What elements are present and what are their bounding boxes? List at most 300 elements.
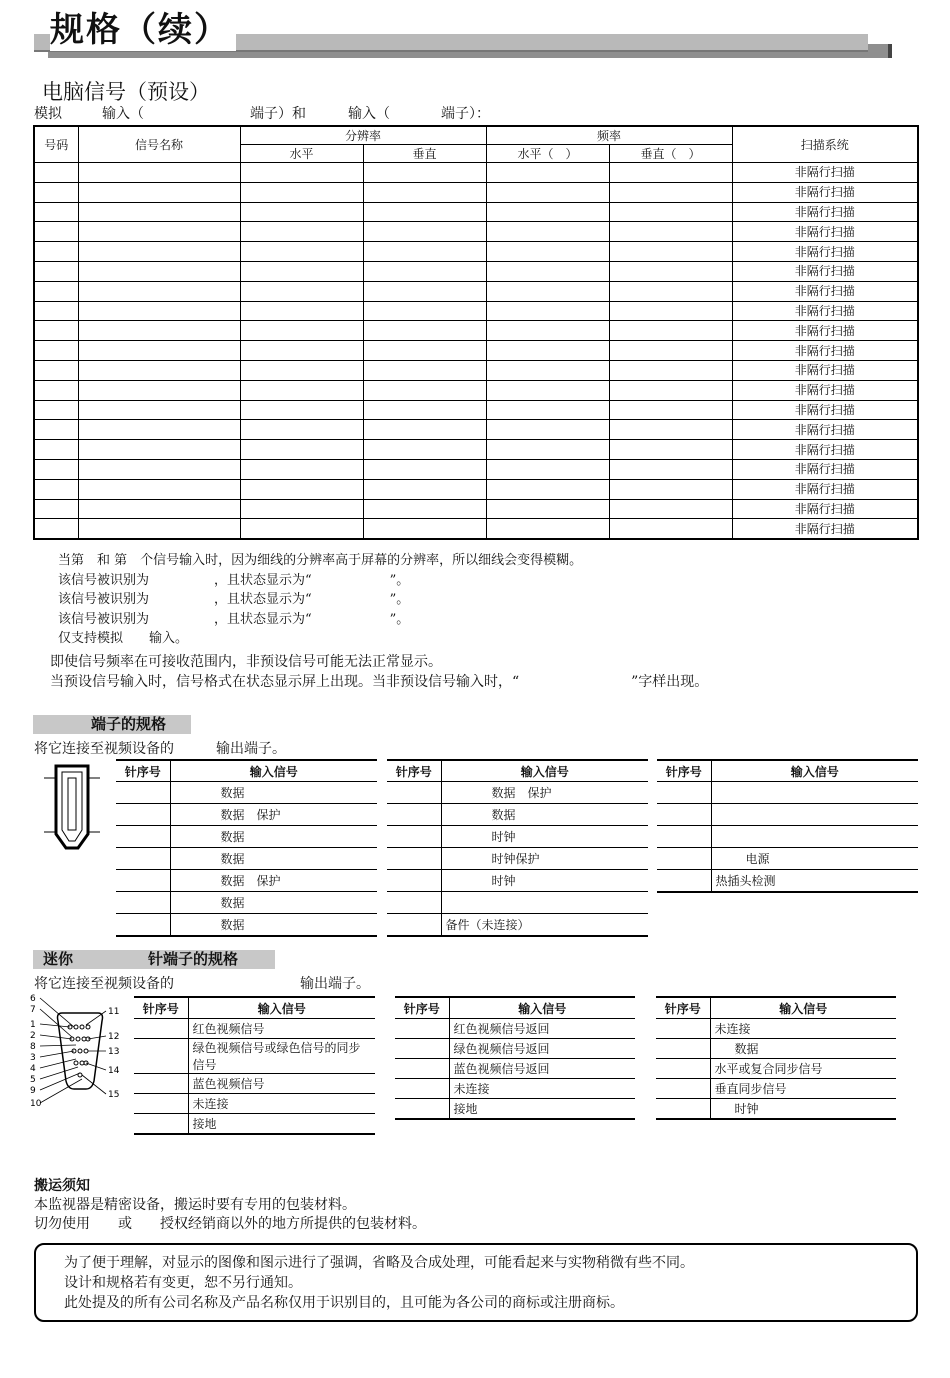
scan-system-cell: 非隔行扫描 bbox=[732, 499, 918, 519]
pin-signal-cell: 数据 保护 bbox=[170, 870, 377, 892]
hdmi-section-title: 端子的规格 bbox=[91, 715, 167, 733]
pin-row bbox=[656, 1099, 896, 1120]
pin-signal-cell: 数据 bbox=[170, 892, 377, 914]
pin-signal-cell: 蓝色视频信号 bbox=[188, 1074, 375, 1094]
pin-signal-cell: 备件（未连接） bbox=[445, 918, 530, 932]
note-3: 该信号被识别为 ，且状态显示为“ ”。 bbox=[58, 592, 410, 607]
pin-number-cell bbox=[657, 782, 711, 804]
signal-cell bbox=[363, 519, 486, 539]
subtitle-part: 模拟 bbox=[34, 106, 62, 122]
signal-cell bbox=[609, 301, 732, 321]
dsub-section-title: 迷你 针端子的规格 bbox=[43, 950, 239, 968]
signal-cell bbox=[34, 341, 78, 361]
pin-row bbox=[657, 782, 918, 804]
signal-cell bbox=[240, 242, 363, 262]
pin-row bbox=[395, 1059, 635, 1079]
signal-row bbox=[34, 440, 918, 460]
dsub-leader-line bbox=[40, 1067, 78, 1079]
pin-signal-cell: 时钟 bbox=[734, 1102, 759, 1116]
signal-cell bbox=[363, 202, 486, 222]
dsub-pin-label: 7 bbox=[30, 1005, 36, 1015]
signal-cell bbox=[34, 479, 78, 499]
dsub-leader-line bbox=[40, 1059, 76, 1068]
signal-cell bbox=[486, 360, 609, 380]
signal-cell bbox=[363, 400, 486, 420]
pin-row bbox=[656, 1039, 896, 1059]
pin-number-cell bbox=[116, 892, 170, 914]
col-header-freq-h: 水平（ ） bbox=[486, 145, 609, 163]
signal-cell bbox=[240, 440, 363, 460]
signal-cell bbox=[78, 519, 240, 539]
col-header-resolution: 分辨率 bbox=[240, 126, 486, 145]
signal-row bbox=[34, 163, 918, 183]
page-title: 规格（续） bbox=[50, 2, 236, 51]
signal-cell bbox=[240, 341, 363, 361]
pin-number-cell bbox=[656, 1099, 710, 1120]
signal-cell bbox=[609, 459, 732, 479]
col-header-freq-v: 垂直（ ） bbox=[609, 145, 732, 163]
signal-cell bbox=[34, 499, 78, 519]
pc-signal-title: 电脑信号（预设） bbox=[42, 80, 210, 104]
scan-system-cell: 非隔行扫描 bbox=[732, 360, 918, 380]
signal-cell bbox=[486, 281, 609, 301]
signal-cell bbox=[78, 440, 240, 460]
pin-number-cell bbox=[387, 892, 441, 914]
signal-cell bbox=[486, 519, 609, 539]
dsub-leader-line bbox=[40, 1045, 76, 1046]
signal-cell bbox=[609, 360, 732, 380]
signal-cell bbox=[34, 182, 78, 202]
signal-cell bbox=[363, 479, 486, 499]
signal-cell bbox=[486, 400, 609, 420]
pin-row bbox=[657, 870, 918, 893]
signal-cell bbox=[363, 499, 486, 519]
signal-cell bbox=[78, 301, 240, 321]
signal-cell bbox=[78, 380, 240, 400]
signal-cell bbox=[486, 341, 609, 361]
pin-row bbox=[657, 826, 918, 848]
col-header-name: 信号名称 bbox=[78, 126, 240, 163]
signal-cell bbox=[78, 400, 240, 420]
dsub-pin-dot bbox=[78, 1049, 82, 1053]
pin-number-cell bbox=[395, 1079, 449, 1099]
scan-system-cell: 非隔行扫描 bbox=[732, 380, 918, 400]
scan-system-cell: 非隔行扫描 bbox=[732, 182, 918, 202]
pc-signal-table-body bbox=[34, 163, 918, 540]
signal-row bbox=[34, 321, 918, 341]
signal-cell bbox=[609, 479, 732, 499]
pin-row bbox=[395, 1099, 635, 1120]
pin-number-cell bbox=[656, 1019, 710, 1039]
signal-cell bbox=[486, 163, 609, 183]
signal-cell bbox=[363, 301, 486, 321]
signal-cell bbox=[78, 360, 240, 380]
signal-row bbox=[34, 281, 918, 301]
dsub-pin-label: 3 bbox=[30, 1053, 36, 1063]
signal-cell bbox=[486, 202, 609, 222]
signal-cell bbox=[34, 400, 78, 420]
signal-cell bbox=[78, 261, 240, 281]
dsub-pin-dot bbox=[76, 1037, 80, 1041]
pin-signal-cell: 时钟 bbox=[441, 870, 648, 892]
pin-number-cell bbox=[134, 1019, 188, 1039]
col-header-pin: 针序号 bbox=[395, 997, 449, 1019]
col-header-pin: 针序号 bbox=[657, 760, 711, 782]
pin-row bbox=[387, 804, 648, 826]
signal-row bbox=[34, 420, 918, 440]
pin-signal-cell: 数据 bbox=[170, 848, 377, 870]
scan-system-cell: 非隔行扫描 bbox=[732, 400, 918, 420]
pin-signal-cell: 接地 bbox=[192, 1117, 217, 1131]
signal-cell bbox=[240, 301, 363, 321]
signal-row bbox=[34, 341, 918, 361]
subtitle-part: 端子）： bbox=[441, 106, 490, 122]
dsub-leader-line bbox=[88, 1036, 106, 1039]
hdmi-desc: 将它连接至视频设备的 输出端子。 bbox=[34, 741, 286, 757]
pin-signal-cell: 数据 bbox=[170, 826, 377, 848]
signal-cell bbox=[609, 222, 732, 242]
signal-cell bbox=[609, 281, 732, 301]
dsub-pin-label: 2 bbox=[30, 1031, 36, 1041]
pin-row bbox=[395, 1039, 635, 1059]
notes-block bbox=[58, 551, 582, 649]
signal-cell bbox=[78, 341, 240, 361]
hdmi-pin-table-3 bbox=[657, 759, 918, 893]
signal-row bbox=[34, 202, 918, 222]
pin-row bbox=[116, 892, 377, 914]
hdmi-pin-table-2 bbox=[387, 759, 648, 937]
signal-cell bbox=[34, 301, 78, 321]
pin-row bbox=[656, 1059, 896, 1079]
scan-system-cell: 非隔行扫描 bbox=[732, 222, 918, 242]
signal-cell bbox=[240, 222, 363, 242]
col-header-res-v: 垂直 bbox=[363, 145, 486, 163]
signal-cell bbox=[609, 440, 732, 460]
pin-signal-cell: 时钟 bbox=[441, 826, 648, 848]
dsub-pin-label: 14 bbox=[108, 1066, 120, 1076]
signal-row bbox=[34, 400, 918, 420]
pin-row bbox=[656, 1079, 896, 1099]
pin-row bbox=[387, 826, 648, 848]
dsub-pin-label: 5 bbox=[30, 1075, 36, 1085]
pin-row bbox=[657, 804, 918, 826]
note-4: 该信号被识别为 ，且状态显示为“ ”。 bbox=[58, 611, 410, 627]
pin-number-cell bbox=[387, 804, 441, 826]
signal-cell bbox=[34, 163, 78, 183]
scan-system-cell: 非隔行扫描 bbox=[732, 459, 918, 479]
pin-signal-cell: 水平或复合同步信号 bbox=[710, 1059, 896, 1079]
col-header-res-h: 水平 bbox=[240, 145, 363, 163]
signal-cell bbox=[363, 261, 486, 281]
subtitle-part: 输入（ bbox=[348, 106, 390, 122]
pin-row bbox=[116, 782, 377, 804]
signal-cell bbox=[486, 420, 609, 440]
scan-system-cell: 非隔行扫描 bbox=[732, 242, 918, 262]
dsub-pin-dot bbox=[80, 1025, 84, 1029]
dsub-pin-dot bbox=[74, 1061, 78, 1065]
signal-cell bbox=[363, 360, 486, 380]
hdmi-connector-icon bbox=[44, 762, 100, 854]
col-header-scan: 扫描系统 bbox=[732, 126, 918, 163]
pin-number-cell bbox=[116, 848, 170, 870]
pin-signal-cell bbox=[711, 782, 918, 804]
pin-signal-cell: 红色视频信号返回 bbox=[449, 1019, 635, 1039]
pin-number-cell bbox=[387, 782, 441, 804]
pin-signal-cell: 电源 bbox=[711, 848, 918, 870]
signal-cell bbox=[34, 281, 78, 301]
pin-row bbox=[116, 826, 377, 848]
signal-cell bbox=[34, 519, 78, 539]
signal-cell bbox=[78, 182, 240, 202]
dsub-pin-label: 8 bbox=[30, 1042, 36, 1052]
signal-cell bbox=[609, 341, 732, 361]
dsub-pin-dot bbox=[74, 1025, 78, 1029]
dsub-leader-line bbox=[40, 1035, 72, 1039]
signal-cell bbox=[240, 400, 363, 420]
signal-cell bbox=[486, 459, 609, 479]
pin-row bbox=[395, 1079, 635, 1099]
col-header-pin: 针序号 bbox=[387, 760, 441, 782]
signal-cell bbox=[609, 380, 732, 400]
dsub-pin-dot bbox=[86, 1025, 90, 1029]
signal-cell bbox=[78, 242, 240, 262]
signal-cell bbox=[363, 321, 486, 341]
signal-cell bbox=[34, 380, 78, 400]
signal-cell bbox=[34, 202, 78, 222]
transport-line-2: 切勿使用 或 授权经销商以外的地方所提供的包装材料。 bbox=[34, 1216, 426, 1232]
pin-row bbox=[387, 782, 648, 804]
pin-signal-cell: 绿色视频信号返回 bbox=[449, 1039, 635, 1059]
dsub-connector-icon bbox=[30, 993, 130, 1111]
signal-cell bbox=[240, 479, 363, 499]
pin-number-cell bbox=[657, 870, 711, 893]
signal-cell bbox=[363, 341, 486, 361]
scan-system-cell: 非隔行扫描 bbox=[732, 341, 918, 361]
signal-cell bbox=[34, 459, 78, 479]
signal-row bbox=[34, 459, 918, 479]
disclaimer-line-1: 为了便于理解，对显示的图像和图示进行了强调，省略及合成处理，可能看起来与实物稍微有些不同。 bbox=[64, 1255, 694, 1271]
pin-signal-cell bbox=[711, 804, 918, 826]
subtitle-part: 输入（ bbox=[102, 106, 144, 122]
dsub-leader-line bbox=[40, 1079, 82, 1103]
signal-cell bbox=[240, 519, 363, 539]
signal-cell bbox=[240, 459, 363, 479]
note-2: 该信号被识别为 ，且状态显示为“ ”。 bbox=[58, 572, 410, 588]
scan-system-cell: 非隔行扫描 bbox=[732, 281, 918, 301]
pin-signal-cell: 数据 bbox=[170, 782, 377, 804]
pc-signal-table bbox=[33, 125, 919, 540]
signal-cell bbox=[363, 420, 486, 440]
signal-cell bbox=[609, 182, 732, 202]
signal-cell bbox=[609, 420, 732, 440]
signal-cell bbox=[486, 479, 609, 499]
pin-row bbox=[134, 1074, 375, 1094]
signal-cell bbox=[240, 163, 363, 183]
signal-cell bbox=[363, 459, 486, 479]
dsub-pin-label: 6 bbox=[30, 994, 36, 1004]
pin-number-cell bbox=[656, 1059, 710, 1079]
signal-cell bbox=[78, 499, 240, 519]
signal-cell bbox=[78, 163, 240, 183]
col-header-signal: 输入信号 bbox=[710, 997, 896, 1019]
pin-row bbox=[387, 870, 648, 892]
dsub-pin-label: 11 bbox=[108, 1007, 120, 1017]
pin-number-cell bbox=[657, 826, 711, 848]
pin-number-cell bbox=[395, 1099, 449, 1120]
signal-cell bbox=[486, 222, 609, 242]
hdmi-section-bar bbox=[33, 715, 191, 734]
pin-signal-cell: 数据 bbox=[710, 1039, 896, 1059]
pin-signal-cell: 未连接 bbox=[710, 1019, 896, 1039]
note-6: 即使信号频率在可接收范围内，非预设信号可能无法正常显示。 bbox=[50, 654, 442, 670]
pin-signal-cell: 热插头检测 bbox=[715, 874, 776, 888]
scan-system-cell: 非隔行扫描 bbox=[732, 321, 918, 341]
pin-number-cell bbox=[656, 1079, 710, 1099]
pin-row bbox=[395, 1019, 635, 1039]
pin-number-cell bbox=[134, 1074, 188, 1094]
signal-cell bbox=[363, 222, 486, 242]
signal-cell bbox=[34, 242, 78, 262]
dsub-pin-table-2 bbox=[395, 996, 635, 1120]
pin-signal-cell: 未连接 bbox=[449, 1079, 635, 1099]
dsub-pin-label: 12 bbox=[108, 1032, 120, 1042]
pin-signal-cell: 绿色视频信号或绿色信号的同步信号 bbox=[188, 1039, 375, 1074]
pin-signal-cell: 数据 保护 bbox=[170, 804, 377, 826]
pin-row bbox=[134, 1114, 375, 1135]
signal-cell bbox=[34, 222, 78, 242]
col-header-pin: 针序号 bbox=[116, 760, 170, 782]
pin-signal-cell: 数据 bbox=[441, 804, 648, 826]
signal-cell bbox=[486, 440, 609, 460]
pin-signal-cell: 时钟保护 bbox=[441, 848, 648, 870]
col-header-signal: 输入信号 bbox=[449, 997, 635, 1019]
transport-title: 搬运须知 bbox=[34, 1178, 90, 1194]
signal-cell bbox=[486, 261, 609, 281]
col-header-signal: 输入信号 bbox=[711, 760, 918, 782]
pin-number-cell bbox=[395, 1039, 449, 1059]
pin-number-cell bbox=[116, 826, 170, 848]
scan-system-cell: 非隔行扫描 bbox=[732, 420, 918, 440]
signal-cell bbox=[34, 420, 78, 440]
signal-cell bbox=[78, 222, 240, 242]
signal-cell bbox=[78, 479, 240, 499]
signal-cell bbox=[240, 182, 363, 202]
signal-cell bbox=[486, 321, 609, 341]
signal-row bbox=[34, 222, 918, 242]
dsub-pin-dot bbox=[84, 1049, 88, 1053]
signal-cell bbox=[486, 380, 609, 400]
signal-cell bbox=[486, 499, 609, 519]
pin-row bbox=[116, 848, 377, 870]
pin-row bbox=[387, 914, 648, 937]
signal-cell bbox=[34, 360, 78, 380]
dsub-pin-table-3 bbox=[656, 996, 896, 1120]
col-header-frequency: 频率 bbox=[486, 126, 732, 145]
signal-cell bbox=[363, 380, 486, 400]
signal-row bbox=[34, 242, 918, 262]
signal-cell bbox=[486, 182, 609, 202]
col-header-no: 号码 bbox=[34, 126, 78, 163]
dsub-leader-line bbox=[40, 1073, 80, 1090]
pin-row bbox=[116, 914, 377, 937]
signal-cell bbox=[363, 182, 486, 202]
pin-signal-cell bbox=[711, 826, 918, 848]
pin-number-cell bbox=[387, 826, 441, 848]
note-7: 当预设信号输入时，信号格式在状态显示屏上出现。当非预设信号输入时，“ ”字样出现。 bbox=[50, 673, 709, 690]
scan-system-cell: 非隔行扫描 bbox=[732, 163, 918, 183]
signal-cell bbox=[609, 163, 732, 183]
pin-signal-cell: 红色视频信号 bbox=[188, 1019, 375, 1039]
notes-block-2 bbox=[50, 653, 708, 692]
pin-row bbox=[134, 1094, 375, 1114]
disclaimer-line-3: 此处提及的所有公司名称及产品名称仅用于识别目的，且可能为各公司的商标或注册商标。 bbox=[64, 1295, 624, 1311]
signal-cell bbox=[240, 420, 363, 440]
signal-row bbox=[34, 380, 918, 400]
scan-system-cell: 非隔行扫描 bbox=[732, 261, 918, 281]
pin-number-cell bbox=[116, 914, 170, 937]
signal-row bbox=[34, 182, 918, 202]
pin-signal-cell: 数据 bbox=[220, 918, 245, 932]
pin-number-cell bbox=[134, 1114, 188, 1135]
signal-cell bbox=[240, 380, 363, 400]
pin-row bbox=[387, 848, 648, 870]
transport-line-1: 本监视器是精密设备，搬运时要有专用的包装材料。 bbox=[34, 1197, 356, 1213]
pin-number-cell bbox=[395, 1059, 449, 1079]
pin-number-cell bbox=[657, 804, 711, 826]
signal-cell bbox=[240, 281, 363, 301]
dsub-leader-line bbox=[40, 1024, 70, 1027]
pin-row bbox=[387, 892, 648, 914]
signal-row bbox=[34, 261, 918, 281]
col-header-signal: 输入信号 bbox=[441, 760, 648, 782]
signal-row bbox=[34, 519, 918, 539]
dsub-pin-label: 10 bbox=[30, 1099, 42, 1109]
signal-cell bbox=[78, 459, 240, 479]
hdmi-pin-table-1 bbox=[116, 759, 377, 937]
pin-number-cell bbox=[657, 848, 711, 870]
signal-row bbox=[34, 479, 918, 499]
dsub-pin-dot bbox=[82, 1037, 86, 1041]
dsub-desc: 将它连接至视频设备的 输出端子。 bbox=[34, 976, 370, 992]
col-header-signal: 输入信号 bbox=[188, 997, 375, 1019]
signal-cell bbox=[78, 321, 240, 341]
scan-system-cell: 非隔行扫描 bbox=[732, 519, 918, 539]
pin-number-cell bbox=[116, 870, 170, 892]
pin-row bbox=[116, 870, 377, 892]
signal-cell bbox=[609, 261, 732, 281]
pin-number-cell bbox=[134, 1094, 188, 1114]
signal-row bbox=[34, 499, 918, 519]
pin-row bbox=[116, 804, 377, 826]
signal-cell bbox=[486, 301, 609, 321]
col-header-pin: 针序号 bbox=[656, 997, 710, 1019]
signal-cell bbox=[609, 499, 732, 519]
pin-signal-cell: 蓝色视频信号返回 bbox=[449, 1059, 635, 1079]
scan-system-cell: 非隔行扫描 bbox=[732, 479, 918, 499]
pin-signal-cell: 垂直同步信号 bbox=[710, 1079, 896, 1099]
signal-cell bbox=[363, 281, 486, 301]
signal-cell bbox=[240, 360, 363, 380]
pin-number-cell bbox=[387, 848, 441, 870]
dsub-pin-label: 9 bbox=[30, 1086, 36, 1096]
signal-cell bbox=[78, 281, 240, 301]
pin-number-cell bbox=[395, 1019, 449, 1039]
pin-row bbox=[657, 848, 918, 870]
note-5: 仅支持模拟 输入。 bbox=[58, 631, 189, 646]
pin-number-cell bbox=[116, 804, 170, 826]
pin-number-cell bbox=[387, 914, 441, 937]
pin-signal-cell bbox=[441, 892, 648, 914]
